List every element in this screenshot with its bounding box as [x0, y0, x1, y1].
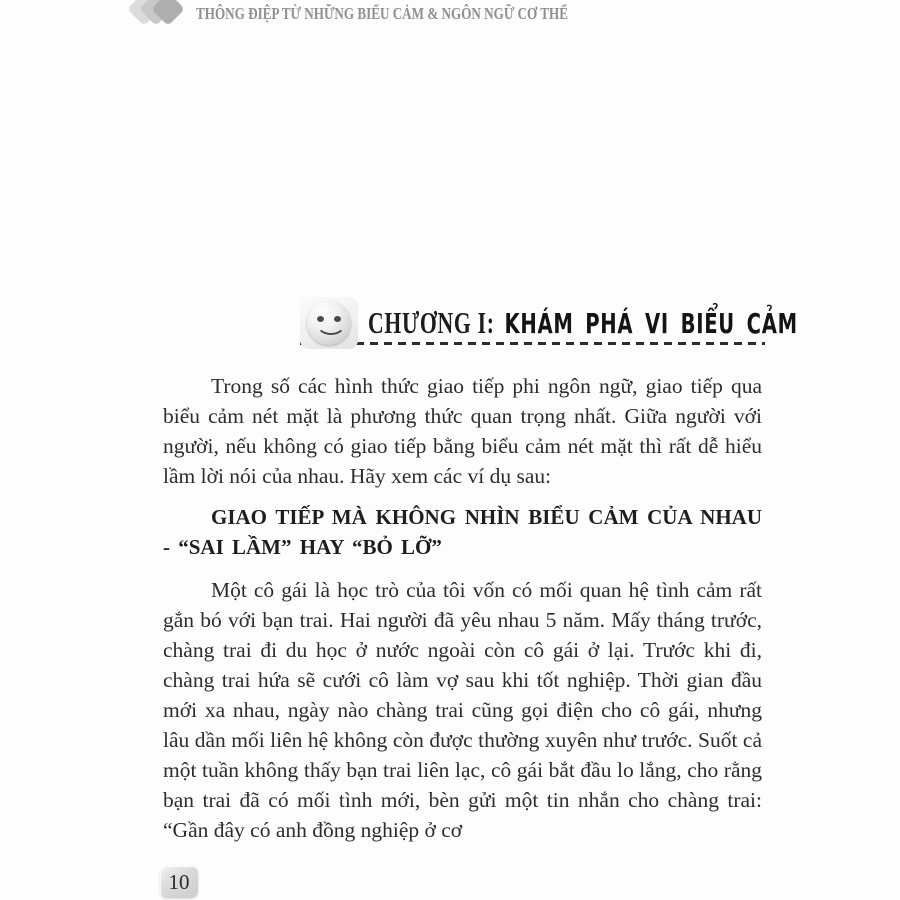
dashed-underline	[300, 342, 765, 345]
chapter-heading	[300, 297, 798, 352]
smiley-ball	[307, 301, 351, 345]
page-body	[163, 371, 762, 856]
smiley-mouth	[316, 311, 346, 335]
chapter-title: KHÁM PHÁ VI BIỂU CẢM	[504, 307, 798, 340]
paragraph-story: Một cô gái là học trò của tôi vốn có mối quan hệ tình cảm rất gắn bó với bạn trai. Hai người đã yêu nhau 5 năm. Mấy tháng trước, chàng trai đi du học ở nước ngoài còn cô gái ở lại. Trước khi đi, chàng trai hứa sẽ cưới cô làm vợ sau khi tốt nghiệp. Thời gian đầu mới xa nhau, ngày nào chàng trai cũng gọi điện cho cô gái, nhưng lâu dần mối liên hệ không còn được thường xuyên như trước. Suốt cả một tuần không thấy bạn trai liên lạc, cô gái bắt đầu lo lắng, cho rằng bạn trai đã có mối tình mới, bèn gửi một tin nhắn cho chàng trai: “Gần đây có anh đồng nghiệp ở cơ	[163, 578, 762, 842]
book-title: THÔNG ĐIỆP TỪ NHỮNG BIỂU CẢM & NGÔN NGỮ CƠ THỂ	[196, 5, 568, 24]
running-header	[130, 0, 650, 30]
section-subheading: GIAO TIẾP MÀ KHÔNG NHÌN BIỂU CẢM CỦA NHAU - “SAI LẦM” HAY “BỎ LỠ”	[163, 505, 762, 559]
paragraph-intro: Trong số các hình thức giao tiếp phi ngôn ngữ, giao tiếp qua biểu cảm nét mặt là phương thức quan trọng nhất. Giữa người với người, nếu không có giao tiếp bằng biểu cảm nét mặt thì rất dễ hiểu lầm lời nói của nhau. Hãy xem các ví dụ sau:	[163, 374, 762, 488]
page-number: 10	[168, 869, 190, 894]
chapter-number-label: CHƯƠNG I:	[368, 305, 495, 340]
chapter-title-row	[368, 305, 798, 341]
smiley-face-icon	[300, 297, 358, 349]
overlapping-diamonds-icon	[130, 0, 188, 30]
page-number-box	[160, 866, 198, 898]
